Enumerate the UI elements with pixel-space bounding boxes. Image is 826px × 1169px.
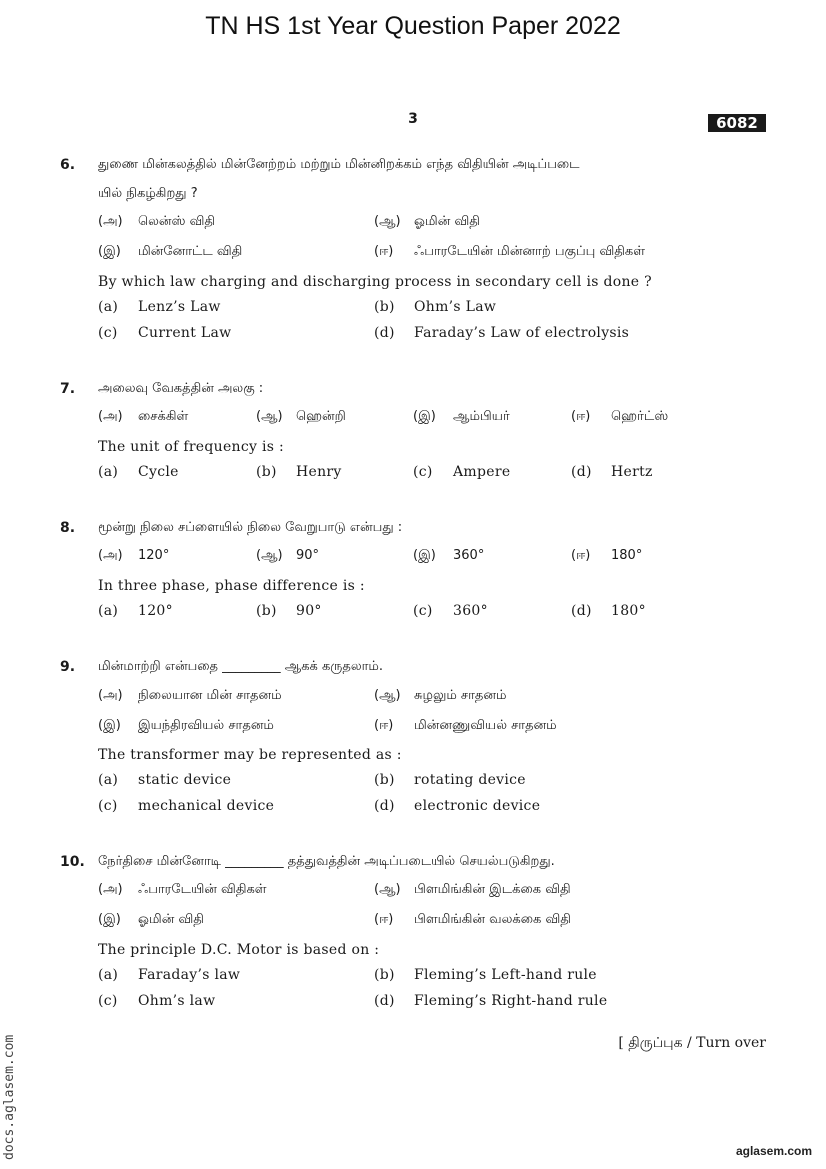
option-label: (d) (374, 993, 395, 1009)
option-text: Cycle (138, 464, 179, 480)
option-label: (a) (98, 772, 119, 788)
option-label: (d) (374, 798, 395, 814)
english-option (98, 299, 221, 315)
option-text: Henry (296, 464, 342, 480)
tamil-option (98, 882, 267, 898)
english-option (374, 299, 497, 315)
option-label: (அ) (98, 548, 123, 563)
tamil-option (374, 244, 645, 260)
tamil-option (98, 718, 274, 734)
tamil-option (571, 548, 643, 564)
option-text: Faraday’s law (138, 967, 241, 983)
english-option (374, 993, 608, 1009)
english-option (374, 798, 541, 814)
option-text: ஃபாரடேயின் விதிகள் (138, 882, 267, 897)
option-label: (அ) (98, 882, 123, 897)
tamil-option (256, 409, 346, 425)
site-footer: aglasem.com (735, 1144, 812, 1158)
english-option (374, 772, 526, 788)
english-option (98, 772, 232, 788)
tamil-option (98, 912, 204, 928)
english-option (413, 603, 488, 619)
english-option (374, 967, 597, 983)
option-text: 360° (453, 548, 485, 563)
option-label: (அ) (98, 214, 123, 229)
option-text: பிளமிங்கின் இடக்கை விதி (414, 882, 571, 897)
tamil-option (374, 912, 571, 928)
tamil-option (374, 688, 507, 704)
tamil-question-line: மூன்று நிலை சப்ளையில் நிலை வேறுபாடு என்பது : (98, 520, 403, 535)
option-text: ஆம்பியர் (453, 409, 510, 424)
option-text: 90° (296, 603, 322, 619)
option-text: 180° (611, 603, 646, 619)
english-option (413, 464, 511, 480)
option-label: (ஈ) (571, 548, 591, 563)
tamil-question-line: அலைவு வேகத்தின் அலகு : (98, 381, 264, 396)
option-label: (c) (413, 603, 433, 619)
tamil-option (374, 718, 557, 734)
option-text: லென்ஸ் விதி (138, 214, 216, 229)
tamil-option (256, 548, 320, 564)
option-label: (ஆ) (256, 409, 283, 424)
option-label: (b) (256, 464, 277, 480)
english-option (571, 603, 646, 619)
turn-over-note: [ திருப்புக / Turn over (618, 1035, 766, 1051)
option-text: 180° (611, 548, 643, 563)
option-label: (அ) (98, 688, 123, 703)
english-option (98, 798, 275, 814)
option-label: (ஆ) (256, 548, 283, 563)
english-option (98, 464, 179, 480)
option-text: Fleming’s Right-hand rule (414, 993, 608, 1009)
option-text: இயந்திரவியல் சாதனம் (138, 718, 274, 733)
option-text: ஹென்றி (296, 409, 346, 424)
option-text: mechanical device (138, 798, 275, 814)
english-option (256, 603, 322, 619)
option-text: மின்னோட்ட விதி (138, 244, 243, 259)
english-question: By which law charging and discharging process in secondary cell is done ? (98, 274, 652, 290)
option-text: ஓமின் விதி (414, 214, 480, 229)
option-text: Ampere (453, 464, 511, 480)
option-label: (c) (98, 798, 118, 814)
option-text: Ohm’s law (138, 993, 216, 1009)
option-text: ஓமின் விதி (138, 912, 204, 927)
tamil-option (98, 409, 189, 425)
english-question: The unit of frequency is : (98, 439, 285, 455)
option-label: (d) (374, 325, 395, 341)
option-label: (அ) (98, 409, 123, 424)
option-label: (இ) (413, 409, 436, 424)
option-label: (ஈ) (374, 244, 394, 259)
option-text: Faraday’s Law of electrolysis (414, 325, 630, 341)
english-question: The principle D.C. Motor is based on : (98, 942, 380, 958)
english-option (98, 325, 232, 341)
option-text: Fleming’s Left-hand rule (414, 967, 597, 983)
option-label: (b) (256, 603, 277, 619)
option-label: (d) (571, 464, 592, 480)
english-question: The transformer may be represented as : (98, 747, 402, 763)
option-text: rotating device (414, 772, 526, 788)
option-label: (a) (98, 464, 119, 480)
option-text: ஹெர்ட்ஸ் (611, 409, 669, 424)
english-option (98, 993, 216, 1009)
option-text: Lenz’s Law (138, 299, 221, 315)
option-text: 120° (138, 548, 170, 563)
option-label: (இ) (98, 244, 121, 259)
english-option (256, 464, 342, 480)
option-text: Current Law (138, 325, 232, 341)
option-label: (இ) (98, 912, 121, 927)
side-watermark: docs.aglasem.com (2, 1034, 17, 1160)
option-label: (c) (98, 325, 118, 341)
option-label: (ஈ) (374, 718, 394, 733)
option-label: (c) (98, 993, 118, 1009)
question-number: 9. (60, 659, 76, 675)
option-text: 90° (296, 548, 320, 563)
option-label: (ஈ) (374, 912, 394, 927)
option-text: ஃபாரடேயின் மின்னாற் பகுப்பு விதிகள் (414, 244, 645, 259)
option-text: சுழலும் சாதனம் (414, 688, 507, 703)
option-text: Hertz (611, 464, 653, 480)
tamil-question-line: மின்மாற்றி என்பதை _________ ஆகக் கருதலாம். (98, 659, 383, 674)
option-label: (d) (571, 603, 592, 619)
question-number: 7. (60, 381, 76, 397)
option-label: (a) (98, 967, 119, 983)
question-number: 6. (60, 157, 76, 173)
question-number: 10. (60, 854, 85, 870)
option-label: (ஆ) (374, 688, 401, 703)
option-label: (a) (98, 299, 119, 315)
option-label: (b) (374, 967, 395, 983)
english-option (374, 325, 630, 341)
document-title: TN HS 1st Year Question Paper 2022 (205, 12, 621, 40)
option-label: (ஆ) (374, 882, 401, 897)
option-label: (இ) (413, 548, 436, 563)
option-label: (ஆ) (374, 214, 401, 229)
tamil-option (374, 882, 571, 898)
option-label: (a) (98, 603, 119, 619)
option-text: 120° (138, 603, 173, 619)
tamil-question-line: துணை மின்கலத்தில் மின்னேற்றம் மற்றும் மின்னிறக்கம் எந்த விதியின் அடிப்படை (98, 157, 580, 172)
option-label: (b) (374, 772, 395, 788)
tamil-option (413, 409, 510, 425)
option-text: சைக்கிள் (138, 409, 189, 424)
option-text: 360° (453, 603, 488, 619)
option-label: (ஈ) (571, 409, 591, 424)
option-label: (இ) (98, 718, 121, 733)
option-text: Ohm’s Law (414, 299, 497, 315)
option-label: (b) (374, 299, 395, 315)
paper-code-badge: 6082 (708, 114, 766, 132)
tamil-option (98, 244, 243, 260)
option-text: பிளமிங்கின் வலக்கை விதி (414, 912, 571, 927)
tamil-option (413, 548, 485, 564)
page-number: 3 (408, 111, 418, 127)
english-question: In three phase, phase difference is : (98, 578, 365, 594)
tamil-option (98, 548, 170, 564)
option-text: electronic device (414, 798, 541, 814)
tamil-option (98, 214, 216, 230)
english-option (98, 603, 173, 619)
english-option (98, 967, 241, 983)
question-number: 8. (60, 520, 76, 536)
option-text: நிலையான மின் சாதனம் (138, 688, 282, 703)
option-text: மின்னணுவியல் சாதனம் (414, 718, 557, 733)
english-option (571, 464, 653, 480)
tamil-option (98, 688, 282, 704)
tamil-option (571, 409, 669, 425)
tamil-question-line: நேர்திசை மின்னோடி _________ தத்துவத்தின் அடிப்படையில் செயல்படுகிறது. (98, 854, 555, 869)
tamil-option (374, 214, 480, 230)
option-text: static device (138, 772, 232, 788)
option-label: (c) (413, 464, 433, 480)
tamil-question-line: யில் நிகழ்கிறது ? (98, 186, 198, 201)
